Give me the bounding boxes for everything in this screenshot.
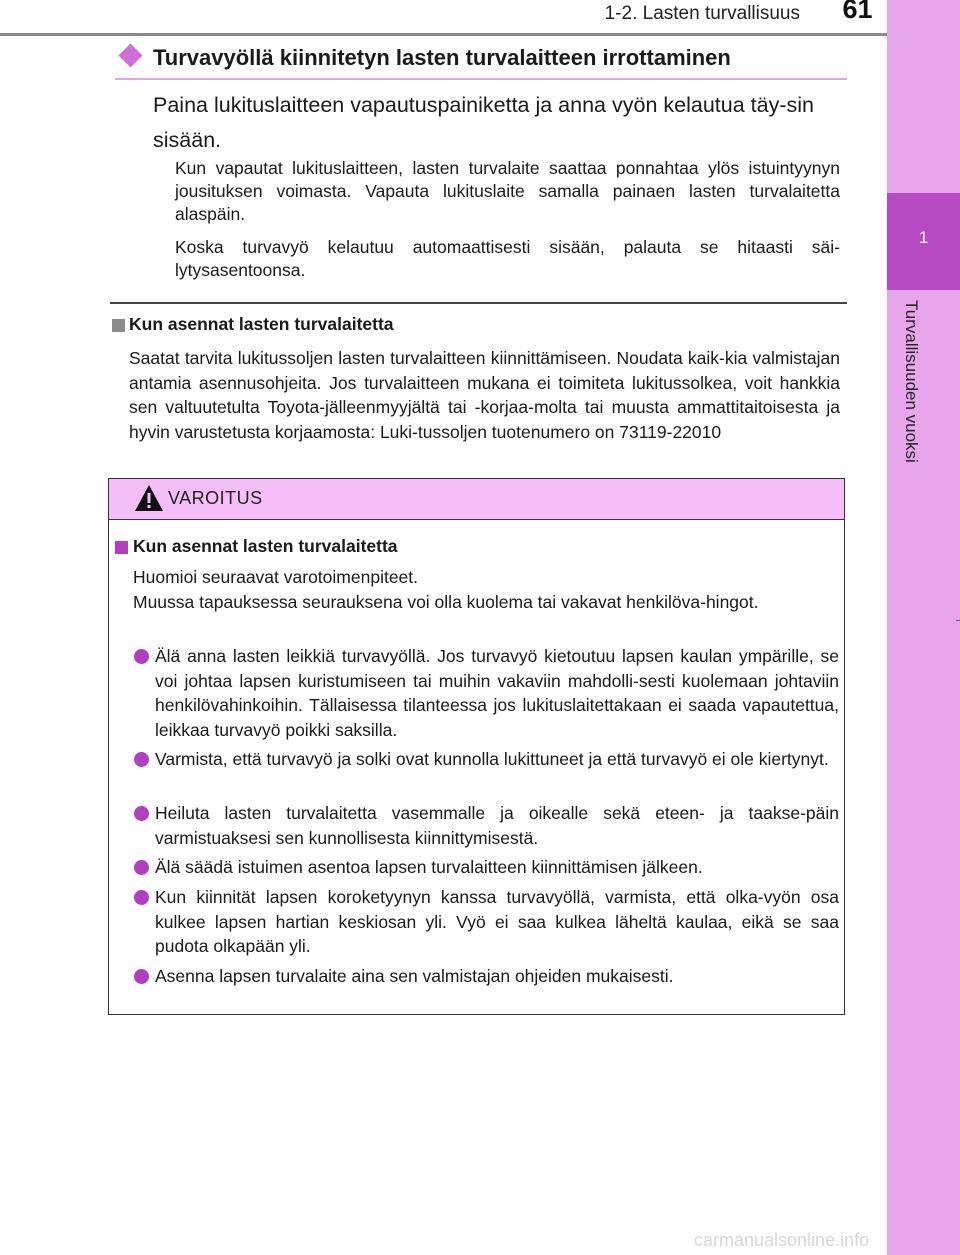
warning-triangle-icon [133,483,165,513]
square-bullet-icon [112,319,125,332]
warning-bullet: Kun kiinnität lapsen koroketyynyn kanssa turvavyöllä, varmista, että olka-vyön osa kulkee lapsen hartian keskiosan yli. Vyö ei saa kulkea läheltä kaulaa, eikä se saa pudota olkapään yli. [155,887,839,956]
note-paragraph: Koska turvavyö kelautuu automaattisesti sisään, palauta se hitaasti säi-lytysasentoonsa. [175,237,840,280]
bullet-dot-icon [134,752,149,767]
warning-box [108,478,845,1015]
diamond-icon [118,43,142,67]
warning-bullet: Älä anna lasten leikkiä turvavyöllä. Jos turvavyö kietoutuu lapsen kaulan ympärille, se voi johtaa lapsen kuristumiseen tai muihin vakaviin mahdolli-sesti kuolemaan johtaviin henkilövahinkoihin. Tällaisessa tilanteessa jos lukituslaitettakaan ei saada vapautettua, leikkaa turvavyö poikki saksilla. [155,646,839,740]
chapter-label: Turvallisuuden vuoksi [902,300,921,463]
bullet-dot-icon [134,860,149,875]
warning-label: VAROITUS [168,488,263,508]
info-paragraph: Saatat tarvita lukitussoljen lasten turvalaitteen kiinnittämiseen. Noudata kaik-kia valmistajan antamia asennusohjeita. Jos turvalaitteen mukana ei toimiteta lukitussolkea, voit hankkia sen valtuutetulta Toyota-jälleenmyyjältä tai -korjaa-molta tai muusta ammattitaitoisesta ja hyvin varustetusta korjaamosta: Luki-tussoljen tuotenumero on 73119-22010 [129,348,840,442]
warning-intro-line: Muussa tapauksessa seurauksena voi olla kuolema tai vakavat henkilöva-hingot. [133,591,759,612]
chapter-sidebar [887,0,960,1255]
instruction-step: Paina lukituslaitteen vapautuspainiketta ja anna vyön kelautua täy-sin sisään. [153,93,814,152]
warning-subtitle: Kun asennat lasten turvalaitetta [133,536,398,556]
page-number: 61 [842,0,873,24]
running-header: 1-2. Lasten turvallisuus [604,3,800,24]
note-paragraph: Kun vapautat lukituslaitteen, lasten turvalaite saattaa ponnahtaa ylös istuintyynyn jousituksen voimasta. Vapauta lukituslaite samalla painaen lasten turvalaitetta alaspäin. [175,158,840,224]
subsection-title: Kun asennat lasten turvalaitetta [129,314,394,334]
bullet-dot-icon [134,806,149,821]
bullet-dot-icon [134,649,149,664]
warning-intro-line: Huomioi seuraavat varotoimenpiteet. [133,567,419,587]
warning-intro [133,565,838,614]
footer-watermark: carmanualsonline.info [694,1230,870,1250]
square-bullet-icon [115,541,128,554]
warning-header [109,479,844,520]
chapter-number: 1 [918,228,929,247]
section-divider [115,78,847,80]
sidebar-tick [956,620,960,621]
warning-bullet: Varmista, että turvavyö ja solki ovat kunnolla lukittuneet ja että turvavyö ei ole kiertynyt. [155,749,829,769]
header-divider [0,33,887,36]
warning-bullet: Heiluta lasten turvalaitetta vasemmalle ja oikealle sekä eteen- ja taakse-päin varmistuaksesi sen kunnollisesta kiinnittymisestä. [155,803,839,848]
bullet-dot-icon [134,890,149,905]
section-title: Turvavyöllä kiinnitetyn lasten turvalaitteen irrottaminen [153,45,731,70]
warning-bullet: Älä säädä istuimen asentoa lapsen turvalaitteen kiinnittämisen jälkeen. [155,857,703,877]
warning-bullet: Asenna lapsen turvalaite aina sen valmistajan ohjeiden mukaisesti. [155,966,674,986]
section-divider [110,302,847,304]
bullet-dot-icon [134,969,149,984]
